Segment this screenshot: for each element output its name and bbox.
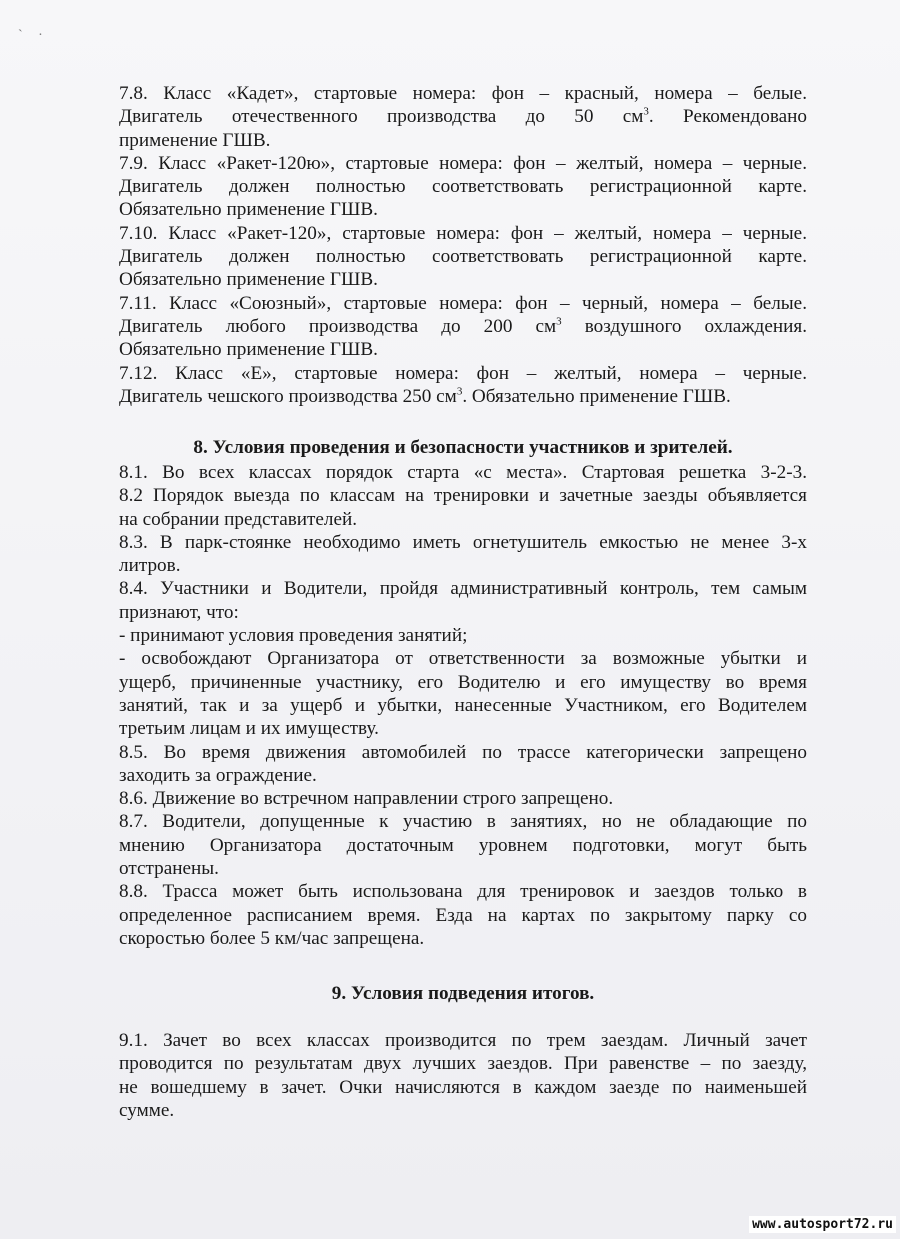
section-9-heading: 9. Условия подведения итогов. <box>331 983 595 1004</box>
site-watermark: www.autosport72.ru <box>749 1216 896 1233</box>
paragraph-7-9 <box>119 152 807 222</box>
paragraph-8-5 <box>119 741 807 788</box>
text-line: определенное расписанием время. Езда на картах по закрытому парку со <box>119 904 807 926</box>
text-line: 7.10. Класс «Ракет-120», стартовые номера: фон – желтый, номера – черные. <box>119 222 807 244</box>
section-9-text <box>119 1029 807 1122</box>
text-line: 9.1. Зачет во всех классах производится по трем заездам. Личный зачет <box>119 1030 807 1051</box>
text-line: третьим лицам и их имуществу. <box>119 718 379 740</box>
text-line <box>119 315 807 338</box>
paragraph-7-8 <box>119 82 807 152</box>
text-line: 8.4. Участники и Водители, пройдя административный контроль, тем самым <box>119 578 807 600</box>
text-line: Двигатель должен полностью соответствовать регистрационной карте. <box>119 176 807 198</box>
text-line: 8.7. Водители, допущенные к участию в занятиях, но не обладающие по <box>119 811 807 833</box>
paragraph-8-1: 8.1. Во всех классах порядок старта «с места». Стартовая решетка 3-2-3. <box>119 462 807 483</box>
text-line: 8.3. В парк-стоянке необходимо иметь огнетушитель емкостью не менее 3-х <box>119 531 807 553</box>
text-line: Двигатель должен полностью соответствовать регистрационной карте. <box>119 246 807 268</box>
paragraph-9-1 <box>119 1029 807 1122</box>
text-line: литров. <box>119 555 181 577</box>
text-line: 8.2 Порядок выезда по классам на тренировки и зачетные заезды объявляется <box>119 485 807 507</box>
text-line <box>119 385 807 408</box>
paragraph-7-10 <box>119 222 807 292</box>
text-fragment: воздушного охлаждения. <box>561 315 807 337</box>
text-line: отстранены. <box>119 858 219 880</box>
text-line: на собрании представителей. <box>119 508 358 530</box>
paragraph-8-3 <box>119 531 807 578</box>
text-line: Обязательно применение ГШВ. <box>119 199 378 221</box>
text-line: 7.11. Класс «Союзный», стартовые номера: фон – черный, номера – белые. <box>119 292 807 314</box>
superscript: 3 <box>456 385 463 398</box>
text-line: не вошедшему в зачет. Очки начисляются в каждом заезде по наименьшей <box>119 1076 807 1098</box>
text-line: Обязательно применение ГШВ. <box>119 339 378 361</box>
superscript: 3 <box>643 105 649 118</box>
text-line: - принимают условия проведения занятий; <box>119 625 468 647</box>
text-fragment: Двигатель чешского производства 250 см <box>119 385 457 407</box>
section-7-text <box>119 82 807 408</box>
text-line: ущерб, причиненные участнику, его Водителю и его имуществу во время <box>119 671 807 693</box>
section-8-text <box>119 461 807 950</box>
scan-artifact: ` · <box>18 28 49 43</box>
text-line: 8.5. Во время движения автомобилей по трассе категорически запрещено <box>119 741 807 763</box>
section-8-heading: 8. Условия проведения и безопасности участников и зрителей. <box>193 437 733 458</box>
text-line: применение ГШВ. <box>119 129 271 151</box>
paragraph-8-7 <box>119 810 807 880</box>
text-fragment: . Рекомендовано <box>648 106 808 128</box>
text-line: Обязательно применение ГШВ. <box>119 269 378 291</box>
text-line: 7.12. Класс «Е», стартовые номера: фон – желтый, номера – черные. <box>119 362 807 384</box>
paragraph-8-8 <box>119 880 807 950</box>
text-fragment: . Обязательно применение ГШВ. <box>462 385 731 407</box>
text-line: занятий, так и за ущерб и убытки, нанесенные Участником, его Водителем <box>119 694 807 716</box>
text-line <box>119 105 807 128</box>
paragraph-8-2 <box>119 484 807 531</box>
text-line: 8.8. Трасса может быть использована для тренировок и заездов только в <box>119 881 807 903</box>
text-line: 7.8. Класс «Кадет», стартовые номера: фон – красный, номера – белые. <box>119 83 807 104</box>
text-line: мнению Организатора достаточным уровнем подготовки, могут быть <box>119 834 807 856</box>
text-fragment: Двигатель любого производства до 200 см <box>119 315 557 337</box>
text-line: проводится по результатам двух лучших заездов. При равенстве – по заезду, <box>119 1053 807 1075</box>
paragraph-7-12 <box>119 362 807 409</box>
text-line: заходить за ограждение. <box>119 764 317 786</box>
text-line: признают, что: <box>119 601 239 623</box>
paragraph-8-4 <box>119 577 807 740</box>
text-line: сумме. <box>119 1099 175 1121</box>
text-line: - освобождают Организатора от ответственности за возможные убытки и <box>119 648 807 670</box>
paragraph-7-11 <box>119 292 807 362</box>
paragraph-8-6: 8.6. Движение во встречном направлении строго запрещено. <box>119 788 614 810</box>
text-line: 7.9. Класс «Ракет-120ю», стартовые номера: фон – желтый, номера – черные. <box>119 152 807 174</box>
text-fragment: Двигатель отечественного производства до 50 см <box>119 106 644 128</box>
text-line: скоростью более 5 км/час запрещена. <box>119 927 425 949</box>
superscript: 3 <box>556 315 562 328</box>
